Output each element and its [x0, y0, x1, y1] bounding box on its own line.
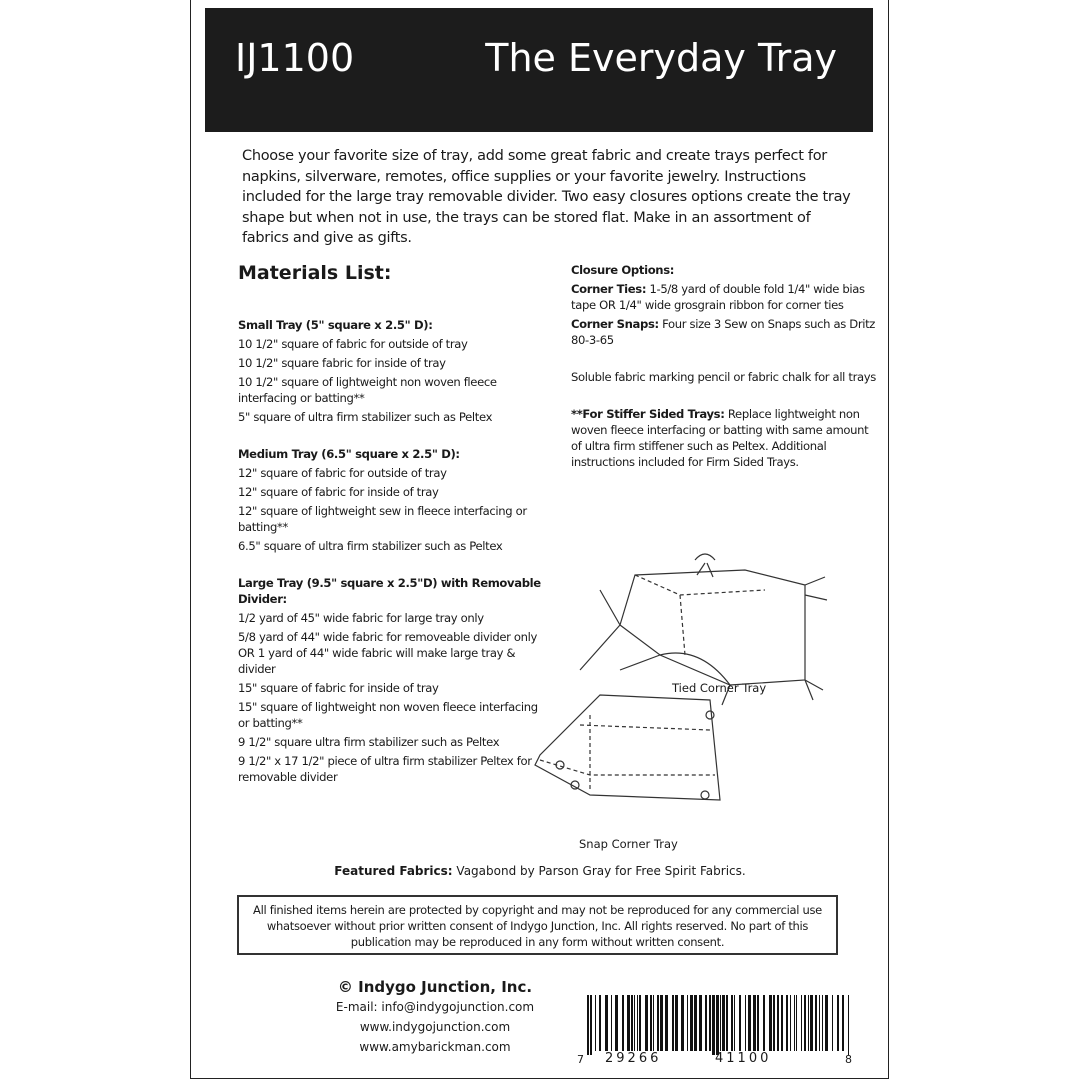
large-tray-title: Large Tray (9.5" square x 2.5"D) with Removable Divider:	[238, 576, 541, 606]
barcode-bar	[801, 995, 802, 1051]
barcode-bar	[660, 995, 663, 1051]
barcode-bar	[705, 995, 707, 1051]
barcode-bar	[786, 995, 788, 1051]
list-item: 6.5" square of ultra firm stabilizer such as Peltex	[238, 539, 503, 553]
company-name: © Indygo Junction, Inc.	[337, 978, 533, 996]
tied-corner-caption: Tied Corner Tray	[672, 681, 767, 695]
email: E-mail: info@indygojunction.com	[335, 1000, 535, 1014]
barcode-digits: 41100	[715, 1051, 772, 1066]
barcode-bar	[709, 995, 711, 1051]
website-link: www.indygojunction.com	[359, 1020, 511, 1034]
small-tray-title: Small Tray (5" square x 2.5" D):	[238, 318, 433, 332]
barcode-bar	[734, 995, 735, 1051]
barcode-bar	[622, 995, 624, 1051]
barcode-bar	[731, 995, 733, 1051]
barcode-bar	[781, 995, 783, 1051]
barcode-bar	[595, 995, 596, 1051]
barcode-bar	[716, 995, 719, 1055]
barcode-bar	[637, 995, 638, 1051]
closure-heading: Closure Options:	[571, 263, 675, 277]
barcode-bar	[748, 995, 751, 1051]
barcode-bar	[690, 995, 693, 1051]
barcode-bar	[773, 995, 775, 1051]
barcode-bar	[825, 995, 828, 1051]
barcode-bar	[739, 995, 741, 1051]
barcode-bar	[790, 995, 791, 1051]
publisher-info	[300, 977, 570, 1057]
barcode-bar	[627, 995, 630, 1051]
barcode-bar	[745, 995, 746, 1051]
list-item: 5/8 yard of 44" wide fabric for removeable divider only OR 1 yard of 44" wide fabric will make large tray & divider	[238, 630, 538, 676]
barcode-bar	[769, 995, 772, 1051]
barcode-bar	[726, 995, 728, 1051]
stiffer-note: **For Stiffer Sided Trays: Replace lightweight non woven fleece interfacing or batting with same amount of ultra firm stiffener such as Peltex. Additional instructions included for Firm Sided Trays.	[571, 407, 869, 469]
list-item: 12" square of lightweight sew in fleece interfacing or batting**	[238, 504, 527, 534]
barcode-bar	[605, 995, 608, 1051]
barcode-bar	[796, 995, 797, 1051]
barcode-bar	[757, 995, 759, 1051]
barcode-digit: 8	[845, 1053, 852, 1066]
barcode-bar	[657, 995, 659, 1051]
barcode-bar	[808, 995, 809, 1051]
barcode-bar	[681, 995, 684, 1051]
pattern-code: IJ1100	[235, 36, 355, 80]
barcode-bar	[687, 995, 688, 1051]
barcode-bar	[753, 995, 756, 1051]
corner-snaps-item: Corner Snaps: Four size 3 Sew on Snaps such as Dritz 80-3-65	[571, 317, 876, 347]
barcode-bar	[815, 995, 817, 1051]
barcode-bar	[842, 995, 844, 1051]
website-link: www.amybarickman.com	[359, 1040, 511, 1054]
barcode-bar	[694, 995, 697, 1051]
barcode-digit: 7	[577, 1053, 584, 1066]
list-item: 9 1/2" square ultra firm stabilizer such as Peltex	[238, 735, 500, 749]
barcode-bar	[639, 995, 641, 1051]
barcode-bar	[699, 995, 702, 1051]
barcode-bar	[650, 995, 652, 1051]
list-item: 15" square of lightweight non woven fleece interfacing or batting**	[238, 700, 538, 730]
barcode-bar	[720, 995, 721, 1051]
barcode-digits: 29266	[605, 1051, 662, 1066]
closure-column	[571, 262, 876, 473]
barcode-bar	[587, 995, 589, 1055]
barcode-bar	[722, 995, 725, 1051]
pattern-title: The Everyday Tray	[485, 36, 837, 80]
barcode-bar	[672, 995, 674, 1051]
medium-tray-title: Medium Tray (6.5" square x 2.5" D):	[238, 447, 460, 461]
barcode-bar	[665, 995, 668, 1051]
featured-fabrics: Featured Fabrics: Vagabond by Parson Gray for Free Spirit Fabrics.	[334, 864, 746, 878]
barcode-bar	[631, 995, 633, 1051]
snap-corner-tray-drawing	[535, 695, 720, 800]
barcode-bar	[645, 995, 648, 1051]
barcode-bar	[777, 995, 779, 1051]
list-item: 10 1/2" square of lightweight non woven fleece interfacing or batting**	[238, 375, 497, 405]
barcode-bar	[675, 995, 678, 1051]
list-item: 10 1/2" square of fabric for outside of tray	[238, 337, 468, 351]
barcode-bar	[810, 995, 813, 1051]
snap-corner-caption: Snap Corner Tray	[579, 837, 678, 851]
list-item: 12" square of fabric for outside of tray	[238, 466, 447, 480]
list-item: 1/2 yard of 45" wide fabric for large tray only	[238, 611, 484, 625]
list-item: 9 1/2" x 17 1/2" piece of ultra firm stabilizer Peltex for removable divider	[238, 754, 532, 784]
barcode-bar	[590, 995, 592, 1055]
barcode	[575, 995, 860, 1070]
barcode-bar	[763, 995, 765, 1051]
intro-text: Choose your favorite size of tray, add some great fabric and create trays perfect for napkins, silverware, remotes, office supplies or your favorite jewelry. Instructions included for the large tray removable divider. Two easy closures options create the tray shape but when not in use, the trays can be stored flat. Make in an assortment of fabrics and give as gifts.	[242, 148, 851, 246]
barcode-bar	[794, 995, 795, 1051]
barcode-bar	[822, 995, 823, 1051]
barcode-bar	[832, 995, 833, 1051]
list-item: 5" square of ultra firm stabilizer such as Peltex	[238, 410, 493, 424]
barcode-bar	[653, 995, 654, 1051]
barcode-bar	[712, 995, 715, 1055]
barcode-bar	[599, 995, 601, 1051]
barcode-bar	[819, 995, 820, 1051]
marking-item: Soluble fabric marking pencil or fabric chalk for all trays	[571, 370, 876, 384]
barcode-bar	[634, 995, 635, 1051]
copyright-notice-box: All finished items herein are protected by copyright and may not be reproduced for any commercial use whatsoever without prior written consent of Indygo Junction, Inc. All rights reserved. No part of this publication may be reproduced in any form without written consent.	[237, 895, 838, 955]
barcode-bar	[837, 995, 839, 1051]
list-item: 10 1/2" square fabric for inside of tray	[238, 356, 446, 370]
barcode-bar	[611, 995, 612, 1051]
barcode-bar	[615, 995, 618, 1051]
barcode-bar	[804, 995, 806, 1051]
list-item: 15" square of fabric for inside of tray	[238, 681, 439, 695]
barcode-bar	[848, 995, 849, 1055]
list-item: 12" square of fabric for inside of tray	[238, 485, 439, 499]
barcode-bars	[575, 995, 860, 1055]
corner-ties-item: Corner Ties: 1-5/8 yard of double fold 1/4" wide bias tape OR 1/4" wide grosgrain ribbon for corner ties	[571, 282, 865, 312]
materials-left-column	[238, 317, 548, 788]
header-bar	[205, 8, 873, 132]
materials-heading: Materials List:	[238, 262, 392, 284]
